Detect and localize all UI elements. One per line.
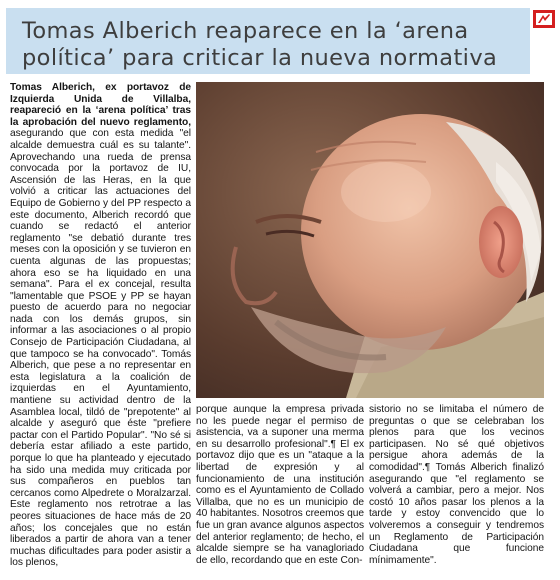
portrait-photo — [196, 82, 544, 398]
article-column-2: porque aunque la empresa privada no les puede negar el permiso de asistencia, va a suponer una merma en su desarrollo profesional".¶ El ex portavoz dijo que es un "ataque a la libertad de expresión y al funcionamiento de una institución como es el Ayuntamiento de Collado Villalba, que no es un municipio de 40 habitantes. Nosotros creemos que fue un gran avance algunos aspectos del anterior reglamento; de hecho, el alcalde siempre se ha vanagloriado de ello, recordando que en este Con- — [196, 404, 364, 566]
headline — [22, 18, 527, 72]
headline-line-1: Tomas Alberich reaparece en la ‘arena — [22, 18, 469, 44]
article-column-1 — [10, 82, 191, 572]
article-lead: Tomas Alberich, ex portavoz de Izquierda Unida de Villalba, reapareció en la ‘arena política’ tras la aprobación del nuevo reglamento, — [10, 82, 191, 128]
article-column-1-body: asegurando que con esta medida "el alcalde demuestra cuál es su talante". Aprovechando una rueda de prensa convocada por la portavoz de IU, Ascensión de las Heras, en la que volvió a criticar las actuaciones del Equipo de Gobierno y del PP respecto a este documento, Alberich recordó que cuando se redactó el anterior reglamento "se debatió durante tres meses con la oposición y se tuvieron en cuenta algunas de las propuestas; ahora eso se ha liquidado en una semana". Para el ex concejal, resulta "lamentable que PSOE y PP se hayan puesto de acuerdo para no negociar nada con los demás grupos, sin informar a las asociaciones o al propio Consejo de Participación Ciudadana, al que tampoco se ha convocado". Tomás Alberich, que pese a no representar en esta legislatura a la coalición de izquierdas en el Ayuntamiento, mantiene su actividad dentro de la Asamblea local, tildó de "prepotente" al alcalde y aseguró que éste "prefiere pactar con el Partido Popular". "No sé si debería estar afiliado a este partido, porque lo que ha planteado y ejecutado ha sido una medida muy criticada por sus compañeros en pueblos tan cercanos como Alpedrete o Moralzarzal. Este reglamento nos retrotrae a las peores situaciones de hace más de 20 años; los concejales que no están liberados a partir de ahora van a tener muchas dificultades para poder asistir a los plenos, — [10, 128, 191, 569]
publication-logo-icon — [533, 10, 555, 28]
headline-line-2: política’ para criticar la nueva normativa — [22, 45, 498, 71]
headline-band — [6, 8, 530, 74]
article-column-3: sistorio no se limitaba el número de preguntas o que se celebraban los plenos para que los vecinos participasen. No sé qué objetivos persigue ahora además de la comodidad".¶ Tomás Alberich finalizó asegurando que "el reglamento se volverá a cambiar, pero a mejor. Nos costó 10 años pasar los plenos a la tarde y estoy convencido que lo volveremos a conseguir y tendremos un Reglamento de Participación Ciudadana que funcione mínimamente". — [369, 404, 544, 566]
